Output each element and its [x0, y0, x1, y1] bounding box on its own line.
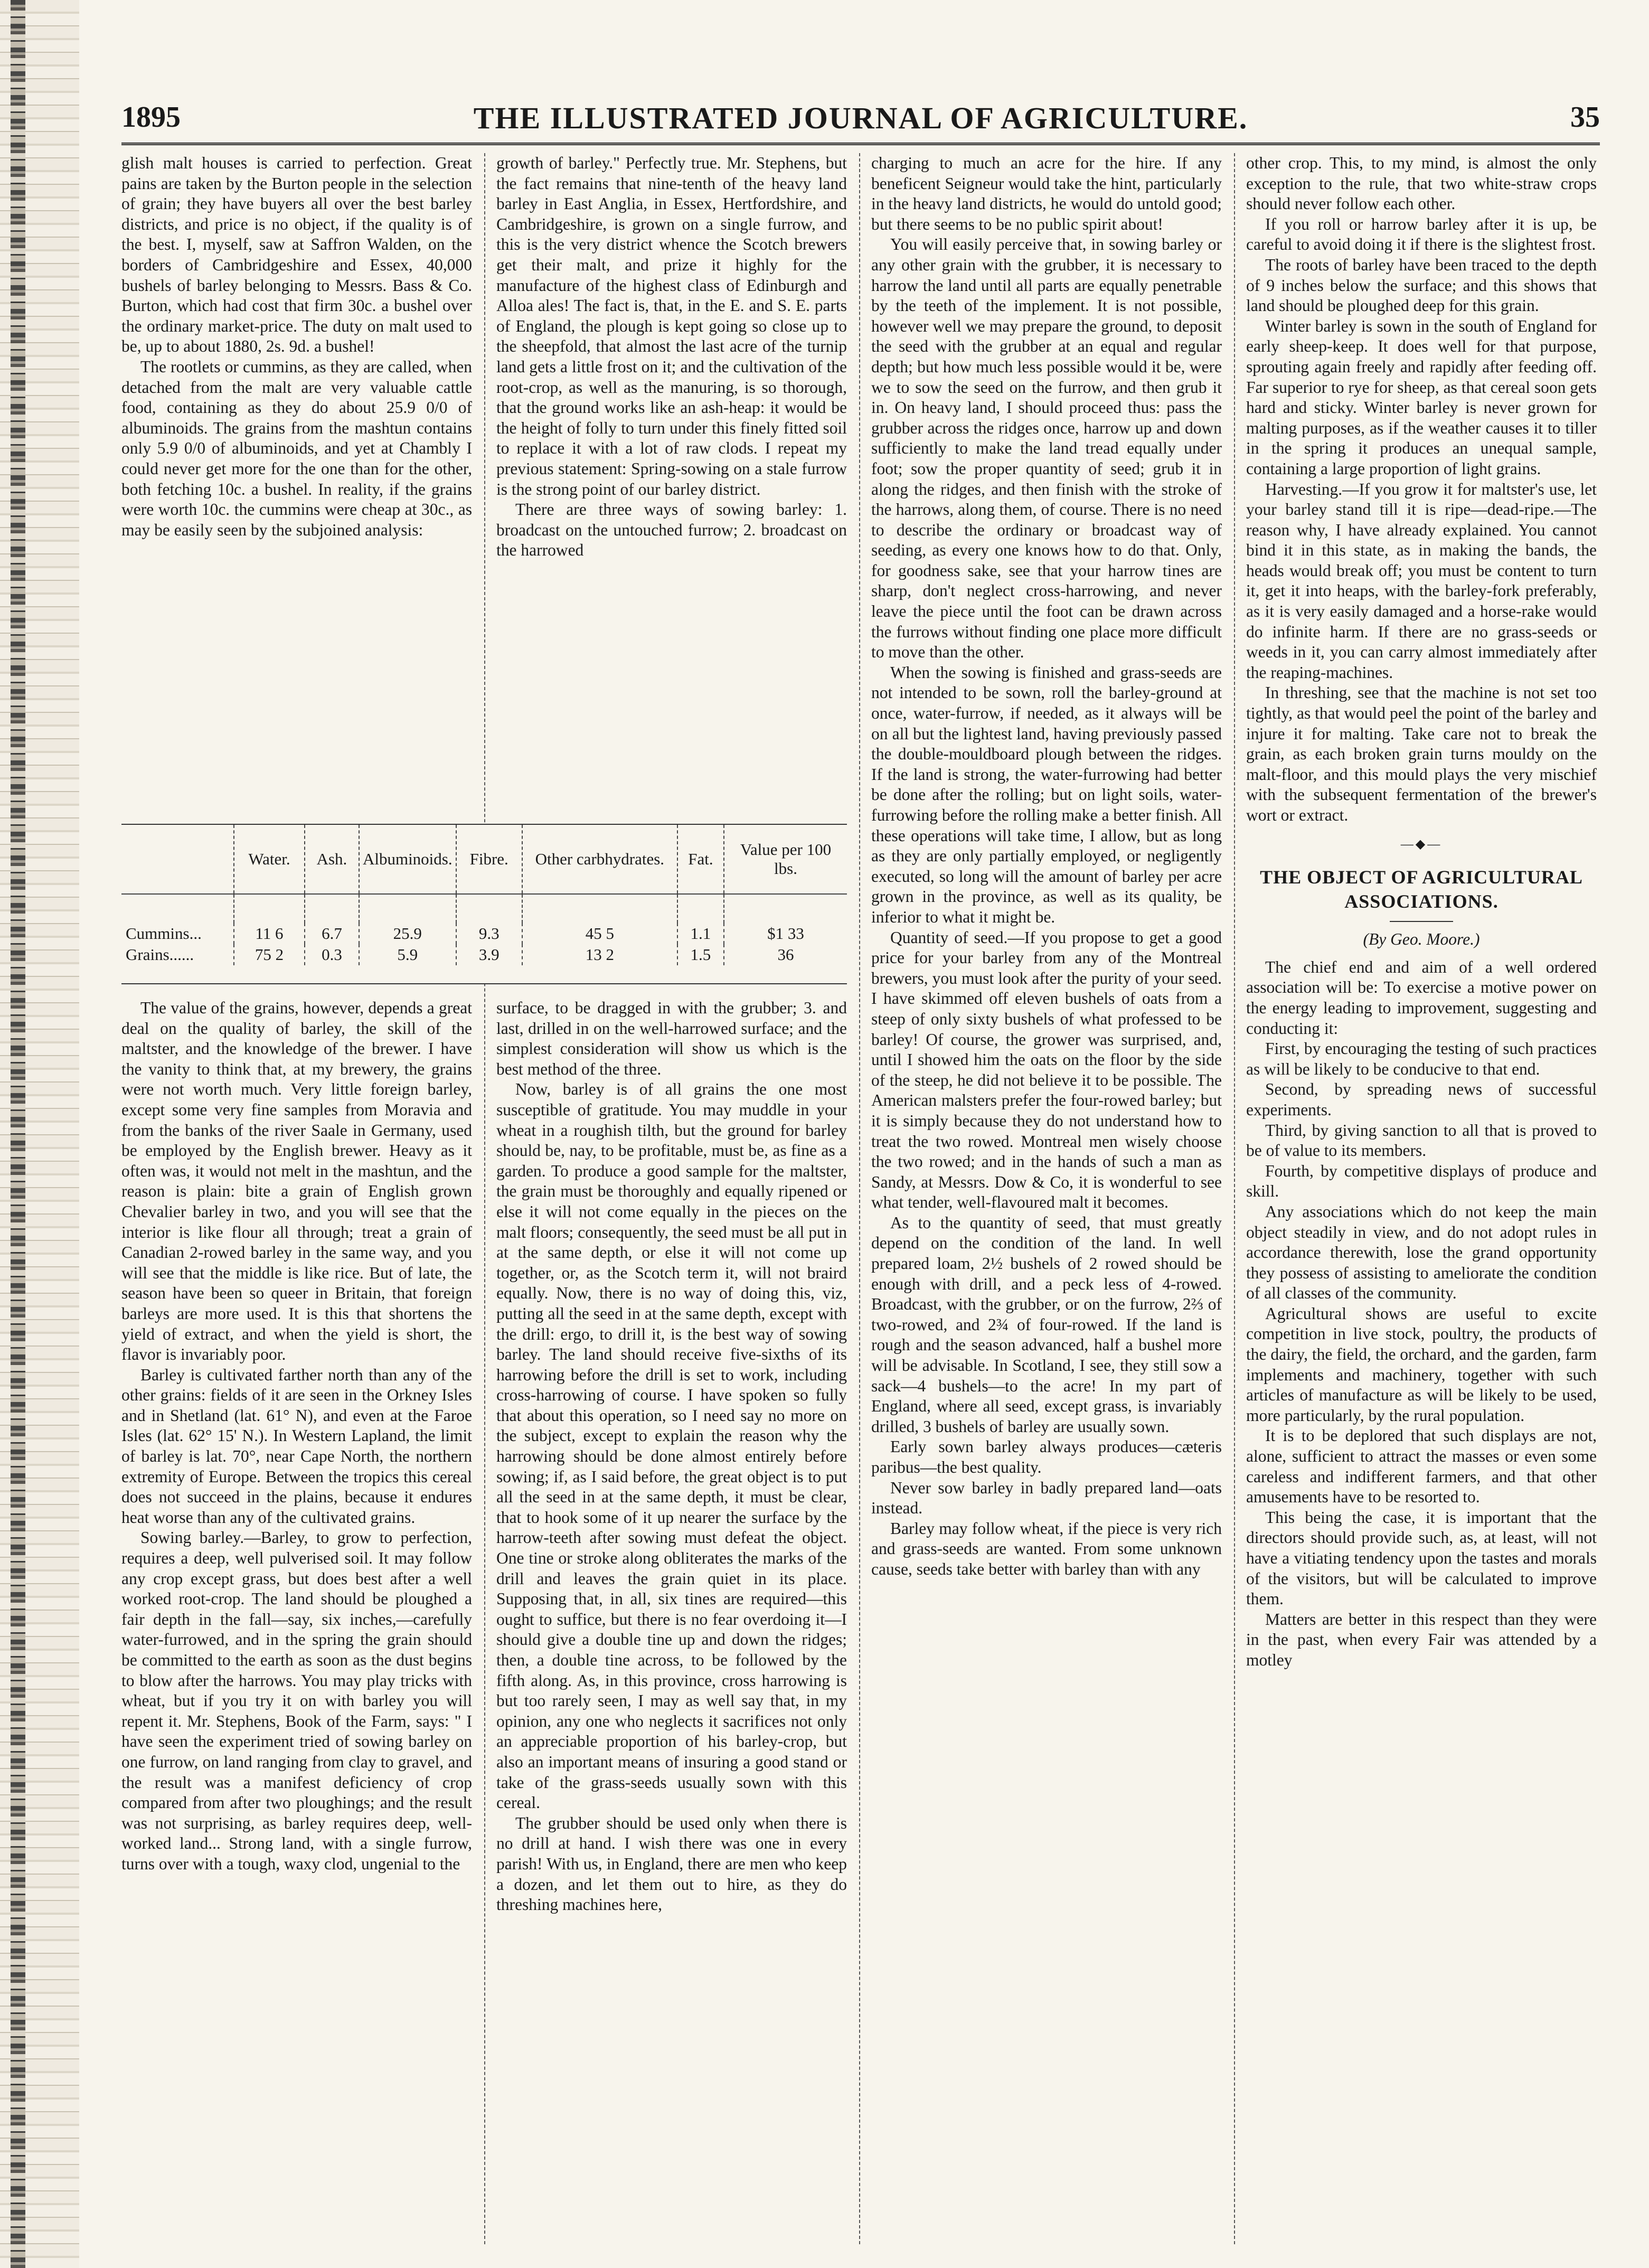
table-spacer-row [121, 894, 847, 923]
paragraph: This being the case, it is important that the directors should provide such, as, at least, will not have a vitiating tendency upon the tastes and morals of the visitors, but will be calculated to improve them. [1246, 1508, 1597, 1608]
table-cell: $1 33 [724, 923, 847, 944]
paragraph: Fourth, by competitive displays of produce and skill. [1246, 1161, 1597, 1201]
table-header [121, 825, 234, 894]
table-cell: 6.7 [305, 923, 359, 944]
table-cell: 1.1 [677, 923, 724, 944]
table-row [121, 923, 847, 944]
table-cell: Grains...... [126, 945, 194, 964]
table-cell: Cummins... [126, 924, 202, 943]
table-cell: 45 5 [522, 923, 677, 944]
paragraph: charging to much an acre for the hire. If any beneficent Seigneur would take the hint, particularly in the heavy land districts, he would do untold good; but there seems to be no public spirit about! [871, 154, 1222, 233]
paragraph: Sowing barley.—Barley, to grow to perfection, requires a deep, well pulverised soil. It may follow any crop except grass, but does best after a well worked root-crop. The land should be ploughed a fair depth in the fall—say, six inches,—carefully water-furrowed, and in the spring the grain should be committed to the earth as soon as the dust begins to blow after the harrows. You may play tricks with wheat, but if you try it on with barley you will repent it. Mr. Stephens, Book of the Farm, says: " I have seen the experiment tried of sowing barley on one furrow, on land ranging from clay to gravel, and the result was a manifest deficiency of crop compared from after two ploughings; and the result was not surprising, as barley requires deep, well-worked land... Strong land, with a single furrow, turns over with a tough, waxy clod, ungenial to the [121, 1528, 472, 1873]
paragraph: If you roll or harrow barley after it is up, be careful to avoid doing it if there is the slightest frost. [1246, 214, 1597, 254]
paragraph: growth of barley." Perfectly true. Mr. Stephens, but the fact remains that nine-tenth of the heavy land barley in East Anglia, in Essex, Hertfordshire, and Cambridgeshire, is grown on a single furrow, and this is the very district whence the Scotch brewers get their malt, and prize it highly for the manufacture of the highest class of Edinburgh and Alloa ales! The fact is, that, in the E. and S. E. parts of England, the plough is kept going so close up to the sheepfold, that almost the last acre of the turnip land gets a little frost on it; and the cultivation of the root-crop, as well as the manuring, is so thorough, that the ground works like an ash-heap: it would be the height of folly to turn under this finely fitted soil to replace it with a lot of raw clods. I repeat my previous statement: Spring-sowing on a stale furrow is the strong point of our barley district. [496, 154, 847, 498]
paragraph: First, by encouraging the testing of such practices as will be likely to be conducive to that end. [1246, 1039, 1597, 1078]
section-ornament: —◆— [1400, 837, 1443, 851]
paragraph: Third, by giving sanction to all that is proved to be of value to its members. [1246, 1121, 1597, 1160]
paragraph: Matters are better in this respect than they were in the past, when every Fair was attended by a motley [1246, 1610, 1597, 1669]
journal-title: THE ILLUSTRATED JOURNAL OF AGRICULTURE. [473, 101, 1248, 135]
paragraph: Agricultural shows are useful to excite competition in live stock, poultry, the products of the dairy, the field, the orchard, and the garden, farm implements and machinery, together with such articles of manufacture as will be likely to be used, more particularly, by the rural population. [1246, 1304, 1597, 1425]
page-binding-edge [0, 0, 79, 2268]
column-2 [496, 153, 847, 2244]
paragraph: It is to be deplored that such displays are not, alone, sufficient to attract the masses or even some careless and indifferent farmers, and that other amusements have to be resorted to. [1246, 1426, 1597, 1507]
table-cell: 75 2 [234, 944, 305, 965]
paragraph: other crop. This, to my mind, is almost the only exception to the rule, that two white-straw crops should never follow each other. [1246, 154, 1597, 213]
paragraph: Barley may follow wheat, if the piece is very rich and grass-seeds are wanted. From some unknown cause, seeds take better with barley than with any [871, 1519, 1222, 1578]
paragraph: The value of the grains, however, depends a great deal on the quality of barley, the skill of the maltster, and the knowledge of the brewer. I have the vanity to think that, at my brewery, the grains were not worth much. Very little foreign barley, except some very fine samples from Moravia and from the banks of the river Saale in Germany, used be employed by the English brewer. Heavy as it often was, it would not melt in the mashtun, and the reason is plain: bite a grain of English grown Chevalier barley in two, and you will see that the interior is like flour all through; treat a grain of Canadian 2-rowed barley in the same way, and you will see that the middle is like rice. But of late, the season have been so queer in Britain, that foreign barleys are more used. It is this that shortens the yield of extract, and when the yield is short, the flavor is invariably poor. [121, 999, 472, 1364]
page-number: 35 [1570, 101, 1600, 134]
table-header: Water. [234, 825, 305, 894]
paragraph: glish malt houses is carried to perfection. Great pains are taken by the Burton people in the selection of grain; they have buyers all over the best barley districts, and price is no object, if the quality is of the best. I, myself, saw at Saffron Walden, on the borders of Cambridgeshire and Essex, 40,000 bushels of barley belonging to Messrs. Bass & Co. Burton, which had cost that firm 30c. a bushel over the ordinary market-price. The duty on malt used to be, up to about 1880, 2s. 9d. a bushel! [121, 154, 472, 356]
paragraph: Never sow barley in badly prepared land—oats instead. [871, 1478, 1222, 1518]
paragraph: Second, by spreading news of successful experiments. [1246, 1080, 1597, 1119]
column-3 [871, 153, 1222, 2244]
table-header-row [121, 825, 847, 894]
paragraph: You will easily perceive that, in sowing barley or any other grain with the grubber, it is necessary to harrow the land until all parts are equally penetrable by the teeth of the implement. It is not possible, however well we may prepare the ground, to deposit the seed with the grubber at an equal and regular depth; but how much less possible would it be, were we to sow the seed on the furrow, and then grub it in. On heavy land, I should proceed thus: pass the grubber across the ridges once, harrow up and down sufficiently to make the land tread equally under foot; sow the proper quantity of seed; grub it in along the ridges, and then finish with the stroke of the harrows, along them, of course. There is no need to describe the ordinary or broadcast way of seeding, as every one knows how to do that. Only, for goodness sake, see that your harrow tines are sharp, don't neglect cross-harrowing, and never leave the piece until the foot can be drawn across the furrows without finding one place more difficult to move than the other. [871, 235, 1222, 662]
table-header: Fat. [677, 825, 724, 894]
section-byline: (By Geo. Moore.) [1363, 930, 1480, 949]
table-header: Albuminoids. [359, 825, 456, 894]
paragraph: In threshing, see that the machine is not set too tightly, as that would peel the point of the barley and injure it for malting. Take care not to break the grain, as each broken grain turns mouldy on the malt-floor, and this mould plays the very mischief with the subsequent fermentation of the brewer's wort or extract. [1246, 683, 1597, 824]
header-year: 1895 [121, 101, 181, 134]
paragraph: Any associations which do not keep the main object steadily in view, and do not adopt rules in accordance therewith, lose the grand opportunity they possess of assisting to ameliorate the condition of all classes of the community. [1246, 1202, 1597, 1303]
paragraph: Barley is cultivated farther north than any of the other grains: fields of it are seen in the Orkney Isles and in Shetland (lat. 61° N), and even at the Faroe Isles (lat. 62° 15' N.). In Western Lapland, the limit of barley is lat. 70°, near Cape North, the northern extremity of Europe. Between the tropics this cereal does not succeed in the plains, because it endures heat worse than any of the cultivated grains. [121, 1365, 472, 1527]
table-cell: 9.3 [456, 923, 522, 944]
column-rule [859, 153, 860, 2244]
paragraph: Harvesting.—If you grow it for maltster's use, let your barley stand till it is ripe—dead-ripe.—The reason why, I have already explained. You cannot bind it in this state, as in making the bands, the heads would break off; you must be content to turn it, get it into heaps, with the barley-fork preferably, as it is very easily damaged and a horse-rake would do infinite harm. If there are no grass-seeds or weeds in it, you can carry almost immediately after the reaping-machines. [1246, 479, 1597, 682]
paragraph: Now, barley is of all grains the one most susceptible of gratitude. You may muddle in your wheat in a roughish tilth, but the ground for barley should be, nay, to be profitable, must be, as fine as a garden. To produce a good sample for the maltster, the grain must be thoroughly and equally ripened or else it will not come equally in the pieces on the malt floors; consequently, the seed must be all put in at the same depth, or else it will not come up together, or, as the Scotch term it, will not braird equally. Now, there is no way of doing this, viz, putting all the seed in at the same depth, except with the drill: ergo, to drill it, is the best way of sowing barley. The land should receive five-sixths of its harrowing before the drill is set to work, including cross-harrowing of course. I have spoken so fully that about this operation, so I need say no more on the subject, except to explain the reason why the harrowing should be done almost entirely before sowing; if, as I said before, the great object is to put all the seed in at the same depth, it must be clear, that to hook some of it up nearer the surface by the harrow-teeth after sowing must defeat the object. One tine or stroke along obliterates the marks of the drill and leaves the grain quiet in its place. Supposing that, in all, six tines are required—this ought to suffice, but there is no fear overdoing it—I should give a double tine up and down the ridges; then, a double tine across, to be followed by the fifth along. As, in this province, cross harrowing is but too rarely seen, I may as well say that, in my opinion, any one who neglects it sacrifices not only an appreciable proportion of his barley-crop, but also an important means of insuring a good stand or take of the grass-seeds usually sown with this cereal. [496, 1080, 847, 1812]
analysis-table [121, 825, 847, 965]
table-cell: 1.5 [677, 944, 724, 965]
paragraph: Early sown barley always produces—cæteris paribus—the best quality. [871, 1437, 1222, 1476]
column-rule [484, 153, 485, 2244]
paragraph: There are three ways of sowing barley: 1. broadcast on the untouched furrow; 2. broadcast on the harrowed [496, 500, 847, 560]
paragraph: Quantity of seed.—If you propose to get a good price for your barley from any of the Montreal brewers, you must look after the purity of your seed. I have skimmed off eleven bushels of oats from a steep of only sixty bushels of what professed to be barley! Of course, the grower was surprised, and, until I showed him the oats on the floor by the side of the steep, he did not believe it to be possible. The American malsters prefer the four-rowed barley; but it is simply because they do not understand how to treat the two rowed. Montreal men wisely choose the two rowed; and in the hands of such a man as Sandy, at Messrs. Dow & Co, it is wonderful to see what tender, well-flavoured malt it becomes. [871, 928, 1222, 1212]
paragraph: The chief end and aim of a well ordered association will be: To exercise a motive power on the energy leading to improvement, suggesting and conducting it: [1246, 957, 1597, 1038]
table-header: Fibre. [456, 825, 522, 894]
table-cell: 36 [724, 944, 847, 965]
table-cell: 25.9 [359, 923, 456, 944]
table-cell: 0.3 [305, 944, 359, 965]
table-header: Value per 100 lbs. [724, 825, 847, 894]
table-header: Ash. [305, 825, 359, 894]
table-row [121, 944, 847, 965]
column-rule [1234, 153, 1235, 2244]
table-cell: 3.9 [456, 944, 522, 965]
journal-page [121, 95, 1600, 2250]
paragraph: surface, to be dragged in with the grubber; 3. and last, drilled in on the well-harrowed surface; and the simplest consideration will show us which is the best method of the three. [496, 999, 847, 1078]
column-4 [1246, 153, 1597, 2244]
paragraph: The grubber should be used only when there is no drill at hand. I wish there was one in every parish! With us, in England, there are men who keep a dozen, and let them out to hire, as they do threshing machines here, [496, 1813, 847, 1914]
running-head [121, 95, 1600, 145]
paragraph: The roots of barley have been traced to the depth of 9 inches below the surface; and this shows that land should be ploughed deep for this grain. [1246, 255, 1597, 315]
paragraph: When the sowing is finished and grass-seeds are not intended to be sown, roll the barley-ground at once, water-furrow, if needed, as it always will be on all but the lightest land, having previously passed the double-mouldboard plough between the ridges. If the land is strong, the water-furrowing had better be done after the rolling; but on light soils, water-furrowing before the rolling make a better finish. All these operations will take time, I allow, but as long as they are only partially employed, or negligently executed, so long will the amount of barley per acre grown in the province, as well as its quality, be inferior to what it might be. [871, 663, 1222, 926]
section-divider [1390, 921, 1453, 922]
table-header: Other carbhydrates. [522, 825, 677, 894]
section-title: THE OBJECT OF AGRICULTURAL ASSOCIATIONS. [1260, 867, 1583, 912]
table-cell: 11 6 [234, 923, 305, 944]
paragraph: The rootlets or cummins, as they are called, when detached from the malt are very valuable cattle food, containing as they do about 25.9 0/0 of albuminoids. The grains from the mashtun contains only 5.9 0/0 of albuminoids, and yet at Chambly I could never get more for the one than for the other, both fetching 10c. a bushel. In reality, if the grains were worth 10c. the cummins were cheap at 30c., as may be easily seen by the subjoined analysis: [121, 357, 472, 539]
column-1 [121, 153, 472, 2244]
paragraph: As to the quantity of seed, that must greatly depend on the condition of the land. In well prepared loam, 2½ bushels of 2 rowed should be enough with drill, and a peck less of 4-rowed. Broadcast, with the grubber, or on the furrow, 2⅔ of two-rowed, and 2¾ of four-rowed. If the land is rough and the season advanced, half a bushel more will be advisable. In Scotland, I see, they still sow a sack—4 bushels—to the acre! In my part of England, where all seed, except grass, is invariably drilled, 3 bushels of barley are usually sown. [871, 1213, 1222, 1436]
table-cell: 13 2 [522, 944, 677, 965]
table-cell: 5.9 [359, 944, 456, 965]
paragraph: Winter barley is sown in the south of England for early sheep-keep. It does well for that purpose, sprouting again freely and rapidly after feeding off. Far superior to rye for sheep, as that cereal soon gets hard and sticky. Winter barley is never grown for malting purposes, as if the weather causes it to tiller in the spring it produces an unequal sample, containing a large proportion of light grains. [1246, 316, 1597, 478]
analysis-table-block [121, 824, 847, 984]
